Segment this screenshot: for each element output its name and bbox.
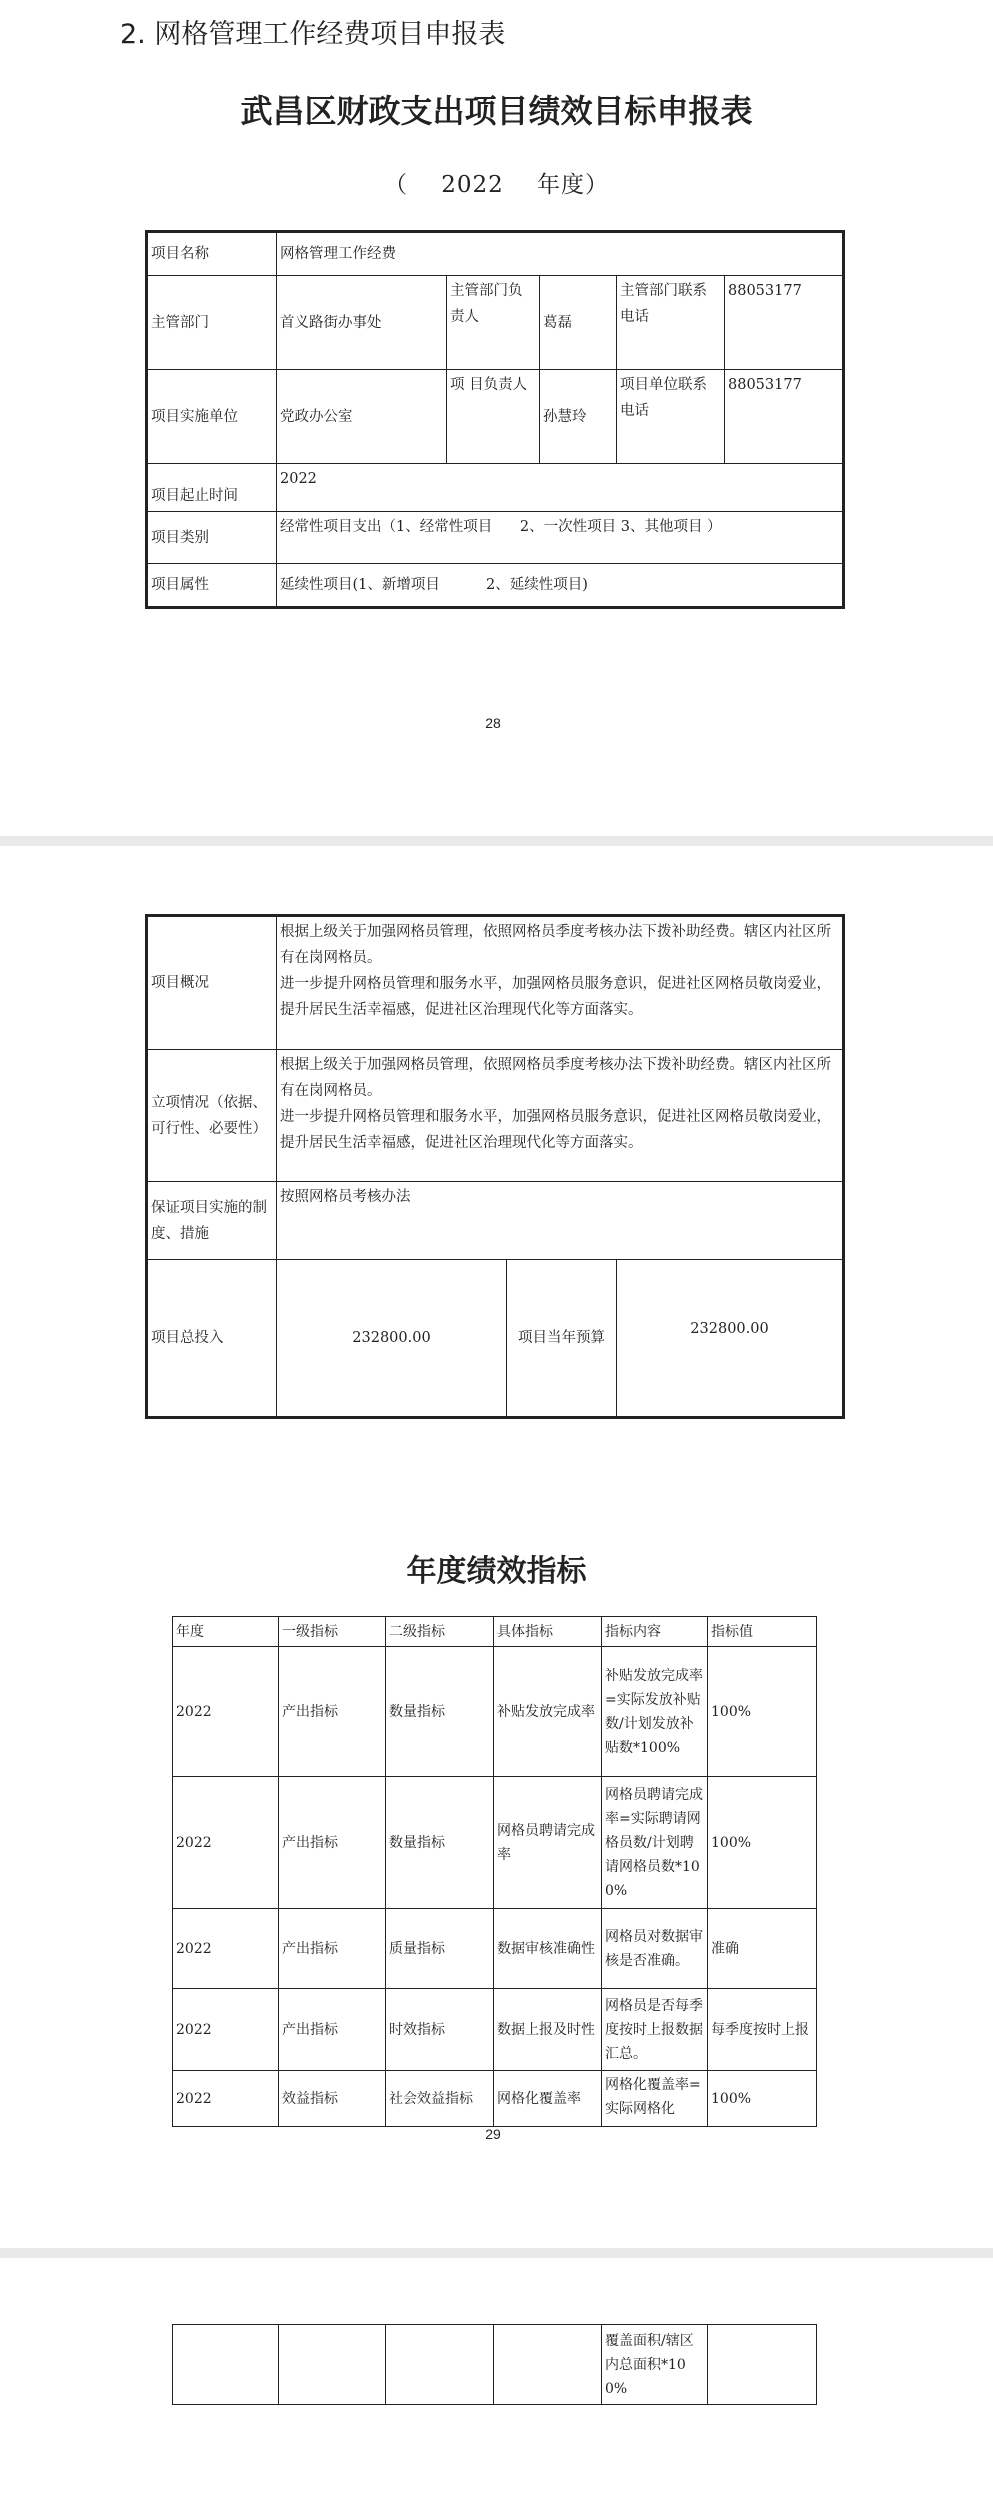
perf-cell: 数据上报及时性 (494, 1989, 602, 2071)
page-number: 28 (485, 715, 501, 731)
document-page-2 (0, 846, 993, 2248)
guarantee-value: 按照网格员考核办法 (277, 1182, 844, 1260)
perf-cell: 100% (708, 1647, 817, 1777)
perf-cell: 数量指标 (386, 1777, 494, 1909)
perf-cell: 2022 (173, 2071, 279, 2127)
period-label: 项目起止时间 (147, 464, 277, 512)
project-info-table (145, 230, 845, 609)
project-detail-table (145, 914, 845, 1419)
attribute-value: 延续性项目(1、新增项目 2、延续性项目) (277, 564, 844, 608)
perf-cell: 100% (708, 2071, 817, 2127)
perf-cell: 覆盖面积/辖区内总面积*100% (602, 2325, 708, 2405)
total-value: 232800.00 (277, 1260, 507, 1418)
dept-head-value: 葛磊 (540, 276, 617, 370)
section-heading: 2. 网格管理工作经费项目申报表 (120, 19, 506, 50)
overview-label: 项目概况 (147, 916, 277, 1050)
basis-value (277, 1050, 844, 1182)
overview-value (277, 916, 844, 1050)
perf-header-cell: 指标值 (708, 1617, 817, 1647)
document-page-1 (0, 0, 993, 836)
perf-header-cell: 指标内容 (602, 1617, 708, 1647)
perf-cell: 产出指标 (279, 1989, 386, 2071)
perf-cell: 每季度按时上报 (708, 1989, 817, 2071)
period-value: 2022 (277, 464, 844, 512)
year-line: （ 2022 年度） (383, 172, 610, 198)
total-label: 项目总投入 (147, 1260, 277, 1418)
overview-paragraph-1: 根据上级关于加强网格员管理，依照网格员季度考核办法下拨补助经费。辖区内社区所有在岗网格员。 (280, 924, 831, 966)
perf-cell: 网格化覆盖率 (494, 2071, 602, 2127)
perf-cell: 2022 (173, 1647, 279, 1777)
perf-indicator-table (172, 1616, 817, 2127)
perf-cell (279, 2325, 386, 2405)
perf-cell: 补贴发放完成率=实际发放补贴数/计划发放补贴数*100% (602, 1647, 708, 1777)
overview-paragraph-2: 进一步提升网格员管理和服务水平，加强网格员服务意识，促进社区网格员敬岗爱业，提升居民生活幸福感，促进社区治理现代化等方面落实。 (280, 976, 831, 1018)
category-label: 项目类别 (147, 512, 277, 564)
unit-phone-label: 项目单位联系电话 (617, 370, 725, 464)
dept-phone-label: 主管部门联系电话 (617, 276, 725, 370)
perf-cell: 补贴发放完成率 (494, 1647, 602, 1777)
perf-cell: 产出指标 (279, 1909, 386, 1989)
perf-cell: 产出指标 (279, 1647, 386, 1777)
perf-header-cell: 二级指标 (386, 1617, 494, 1647)
perf-cell: 网格员对数据审核是否准确。 (602, 1909, 708, 1989)
perf-cell: 网格员聘请完成率=实际聘请网格员数/计划聘请网格员数*100% (602, 1777, 708, 1909)
attribute-label: 项目属性 (147, 564, 277, 608)
perf-cell: 网格化覆盖率=实际网格化 (602, 2071, 708, 2127)
document-page-3 (0, 2258, 993, 2511)
perf-cell: 2022 (173, 1989, 279, 2071)
perf-cell: 时效指标 (386, 1989, 494, 2071)
perf-cell: 100% (708, 1777, 817, 1909)
perf-cell: 数据审核准确性 (494, 1909, 602, 1989)
basis-paragraph-1: 根据上级关于加强网格员管理，依照网格员季度考核办法下拨补助经费。辖区内社区所有在岗网格员。 (280, 1057, 831, 1099)
dept-label: 主管部门 (147, 276, 277, 370)
project-name-label: 项目名称 (147, 232, 277, 276)
perf-cell: 2022 (173, 1777, 279, 1909)
dept-value: 首义路街办事处 (277, 276, 447, 370)
basis-paragraph-2: 进一步提升网格员管理和服务水平，加强网格员服务意识，促进社区网格员敬岗爱业，提升居民生活幸福感，促进社区治理现代化等方面落实。 (280, 1109, 831, 1151)
page-number: 29 (485, 2126, 501, 2142)
perf-cell: 数量指标 (386, 1647, 494, 1777)
perf-header-cell: 一级指标 (279, 1617, 386, 1647)
perf-cell (173, 2325, 279, 2405)
proj-head-value: 孙慧玲 (540, 370, 617, 464)
perf-cell: 社会效益指标 (386, 2071, 494, 2127)
perf-cell: 产出指标 (279, 1777, 386, 1909)
table-row (173, 1909, 817, 1989)
basis-label: 立项情况（依据、可行性、必要性） (147, 1050, 277, 1182)
unit-phone-value: 88053177 (725, 370, 844, 464)
perf-cell: 准确 (708, 1909, 817, 1989)
table-row (173, 1777, 817, 1909)
perf-cell (386, 2325, 494, 2405)
guarantee-label: 保证项目实施的制度、措施 (147, 1182, 277, 1260)
perf-header-cell: 具体指标 (494, 1617, 602, 1647)
category-value: 经常性项目支出（1、经常性项目 2、一次性项目 3、其他项目 ） (277, 512, 844, 564)
perf-indicator-table-continued (172, 2324, 817, 2405)
perf-cell: 2022 (173, 1909, 279, 1989)
perf-cell: 效益指标 (279, 2071, 386, 2127)
perf-header-cell: 年度 (173, 1617, 279, 1647)
budget-label: 项目当年预算 (507, 1260, 617, 1418)
perf-cell: 网格员聘请完成率 (494, 1777, 602, 1909)
perf-title: 年度绩效指标 (406, 1554, 587, 1589)
unit-value: 党政办公室 (277, 370, 447, 464)
project-name-value: 网格管理工作经费 (277, 232, 844, 276)
perf-cell: 质量指标 (386, 1909, 494, 1989)
table-row (173, 2325, 817, 2405)
perf-cell (708, 2325, 817, 2405)
table-row (173, 2071, 817, 2127)
perf-cell: 网格员是否每季度按时上报数据汇总。 (602, 1989, 708, 2071)
table-row (173, 1647, 817, 1777)
perf-header-row (173, 1617, 817, 1647)
table-row (173, 1989, 817, 2071)
proj-head-label: 项 目负责人 (447, 370, 540, 464)
dept-head-label: 主管部门负责人 (447, 276, 540, 370)
dept-phone-value: 88053177 (725, 276, 844, 370)
form-title: 武昌区财政支出项目绩效目标申报表 (240, 92, 753, 130)
budget-value: 232800.00 (617, 1260, 844, 1418)
perf-cell (494, 2325, 602, 2405)
unit-label: 项目实施单位 (147, 370, 277, 464)
